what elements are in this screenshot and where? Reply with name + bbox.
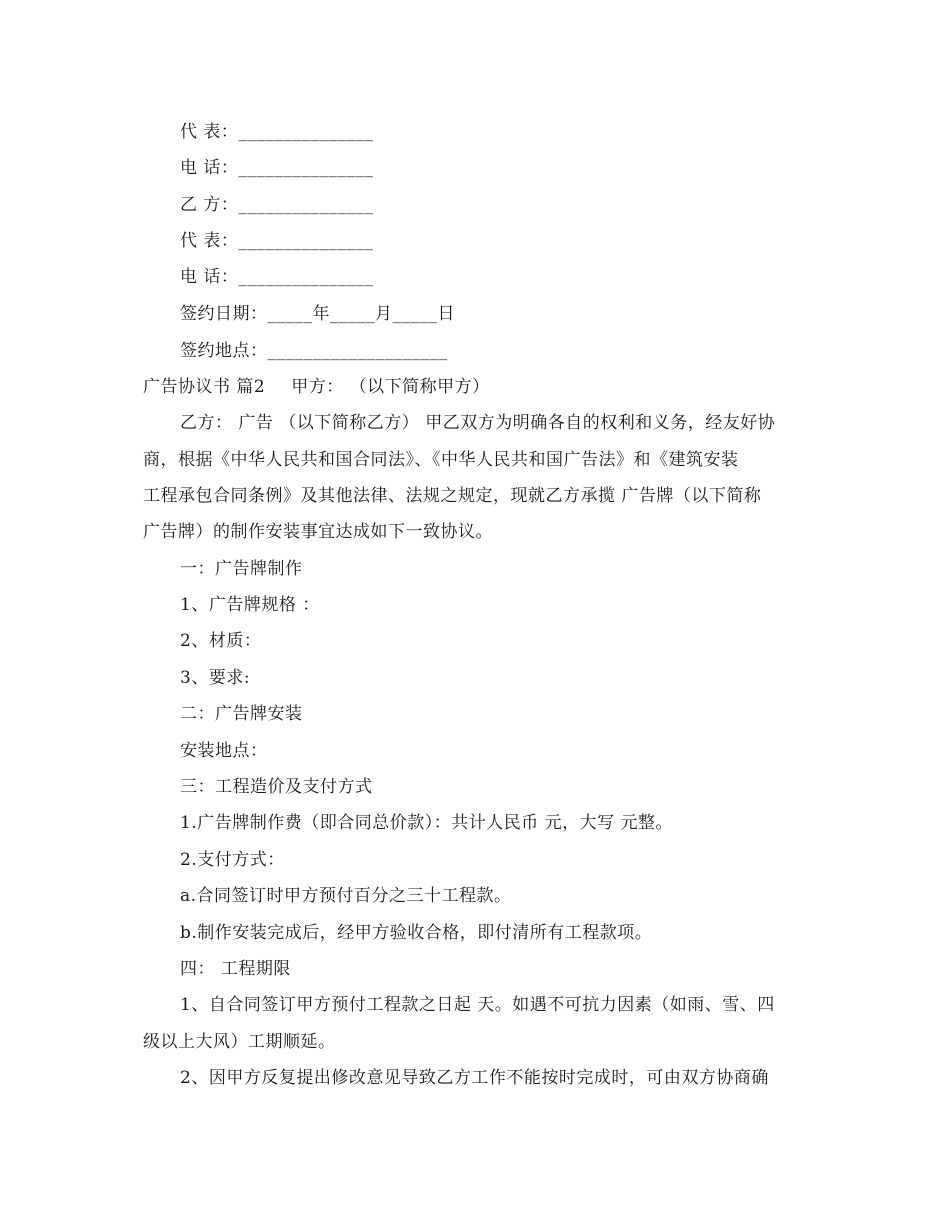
clause-line: 三：工程造价及支付方式 [180, 777, 373, 797]
doc-title: 广告协议书 篇2 [143, 377, 266, 397]
sign-place-line: 签约地点：____________________ [180, 341, 448, 361]
clause-line: b.制作安装完成后，经甲方验收合格，即付清所有工程款项。 [180, 923, 653, 943]
intro-line: 商，根据《中华人民共和国合同法》、《中华人民共和国广告法》和《建筑安装 [143, 450, 739, 470]
clause-line: a.合同签订时甲方预付百分之三十工程款。 [180, 886, 512, 906]
term-line: 2、因甲方反复提出修改意见导致乙方工作不能按时完成时，可由双方协商确 [180, 1068, 769, 1088]
rep-line: 代 表：_______________ [180, 122, 374, 142]
rep-line: 代 表：_______________ [180, 231, 374, 251]
clause-line: 3、要求: [180, 668, 251, 688]
term-line: 1、自合同签订甲方预付工程款之日起 天。如遇不可抗力因素（如雨、雪、四 [180, 995, 775, 1015]
party-b-line: 乙 方：_______________ [180, 195, 374, 215]
clause-line: 1、广告牌规格 ： [180, 595, 320, 615]
party-a-label: 甲方： （以下简称甲方） [291, 377, 490, 397]
clause-line: 四： 工程期限 [180, 959, 291, 979]
section-heading [143, 376, 490, 398]
clause-line: 2、材质： [180, 631, 262, 651]
clause-line: 二：广告牌安装 [180, 704, 303, 724]
clause-line: 一：广告牌制作 [180, 559, 303, 579]
phone-line: 电 话：_______________ [180, 158, 374, 178]
term-line: 级以上大风）工期顺延。 [143, 1032, 336, 1052]
phone-line: 电 话：_______________ [180, 267, 374, 287]
clause-line: 安装地点： [180, 741, 268, 761]
intro-line: 广告牌）的制作安装事宜达成如下一致协议。 [143, 522, 493, 542]
clause-line: 2.支付方式： [180, 850, 285, 870]
intro-line: 工程承包合同条例》及其他法律、法规之规定，现就乙方承揽 广告牌（以下简称 [143, 486, 762, 506]
clause-line: 1.广告牌制作费（即合同总价款）：共计人民币 元，大写 元整。 [180, 813, 674, 833]
sign-date-line: 签约日期：_____年_____月_____日 [180, 304, 455, 324]
intro-line: 乙方： 广告 （以下简称乙方） 甲乙双方为明确各自的权利和义务，经友好协 [180, 413, 776, 433]
